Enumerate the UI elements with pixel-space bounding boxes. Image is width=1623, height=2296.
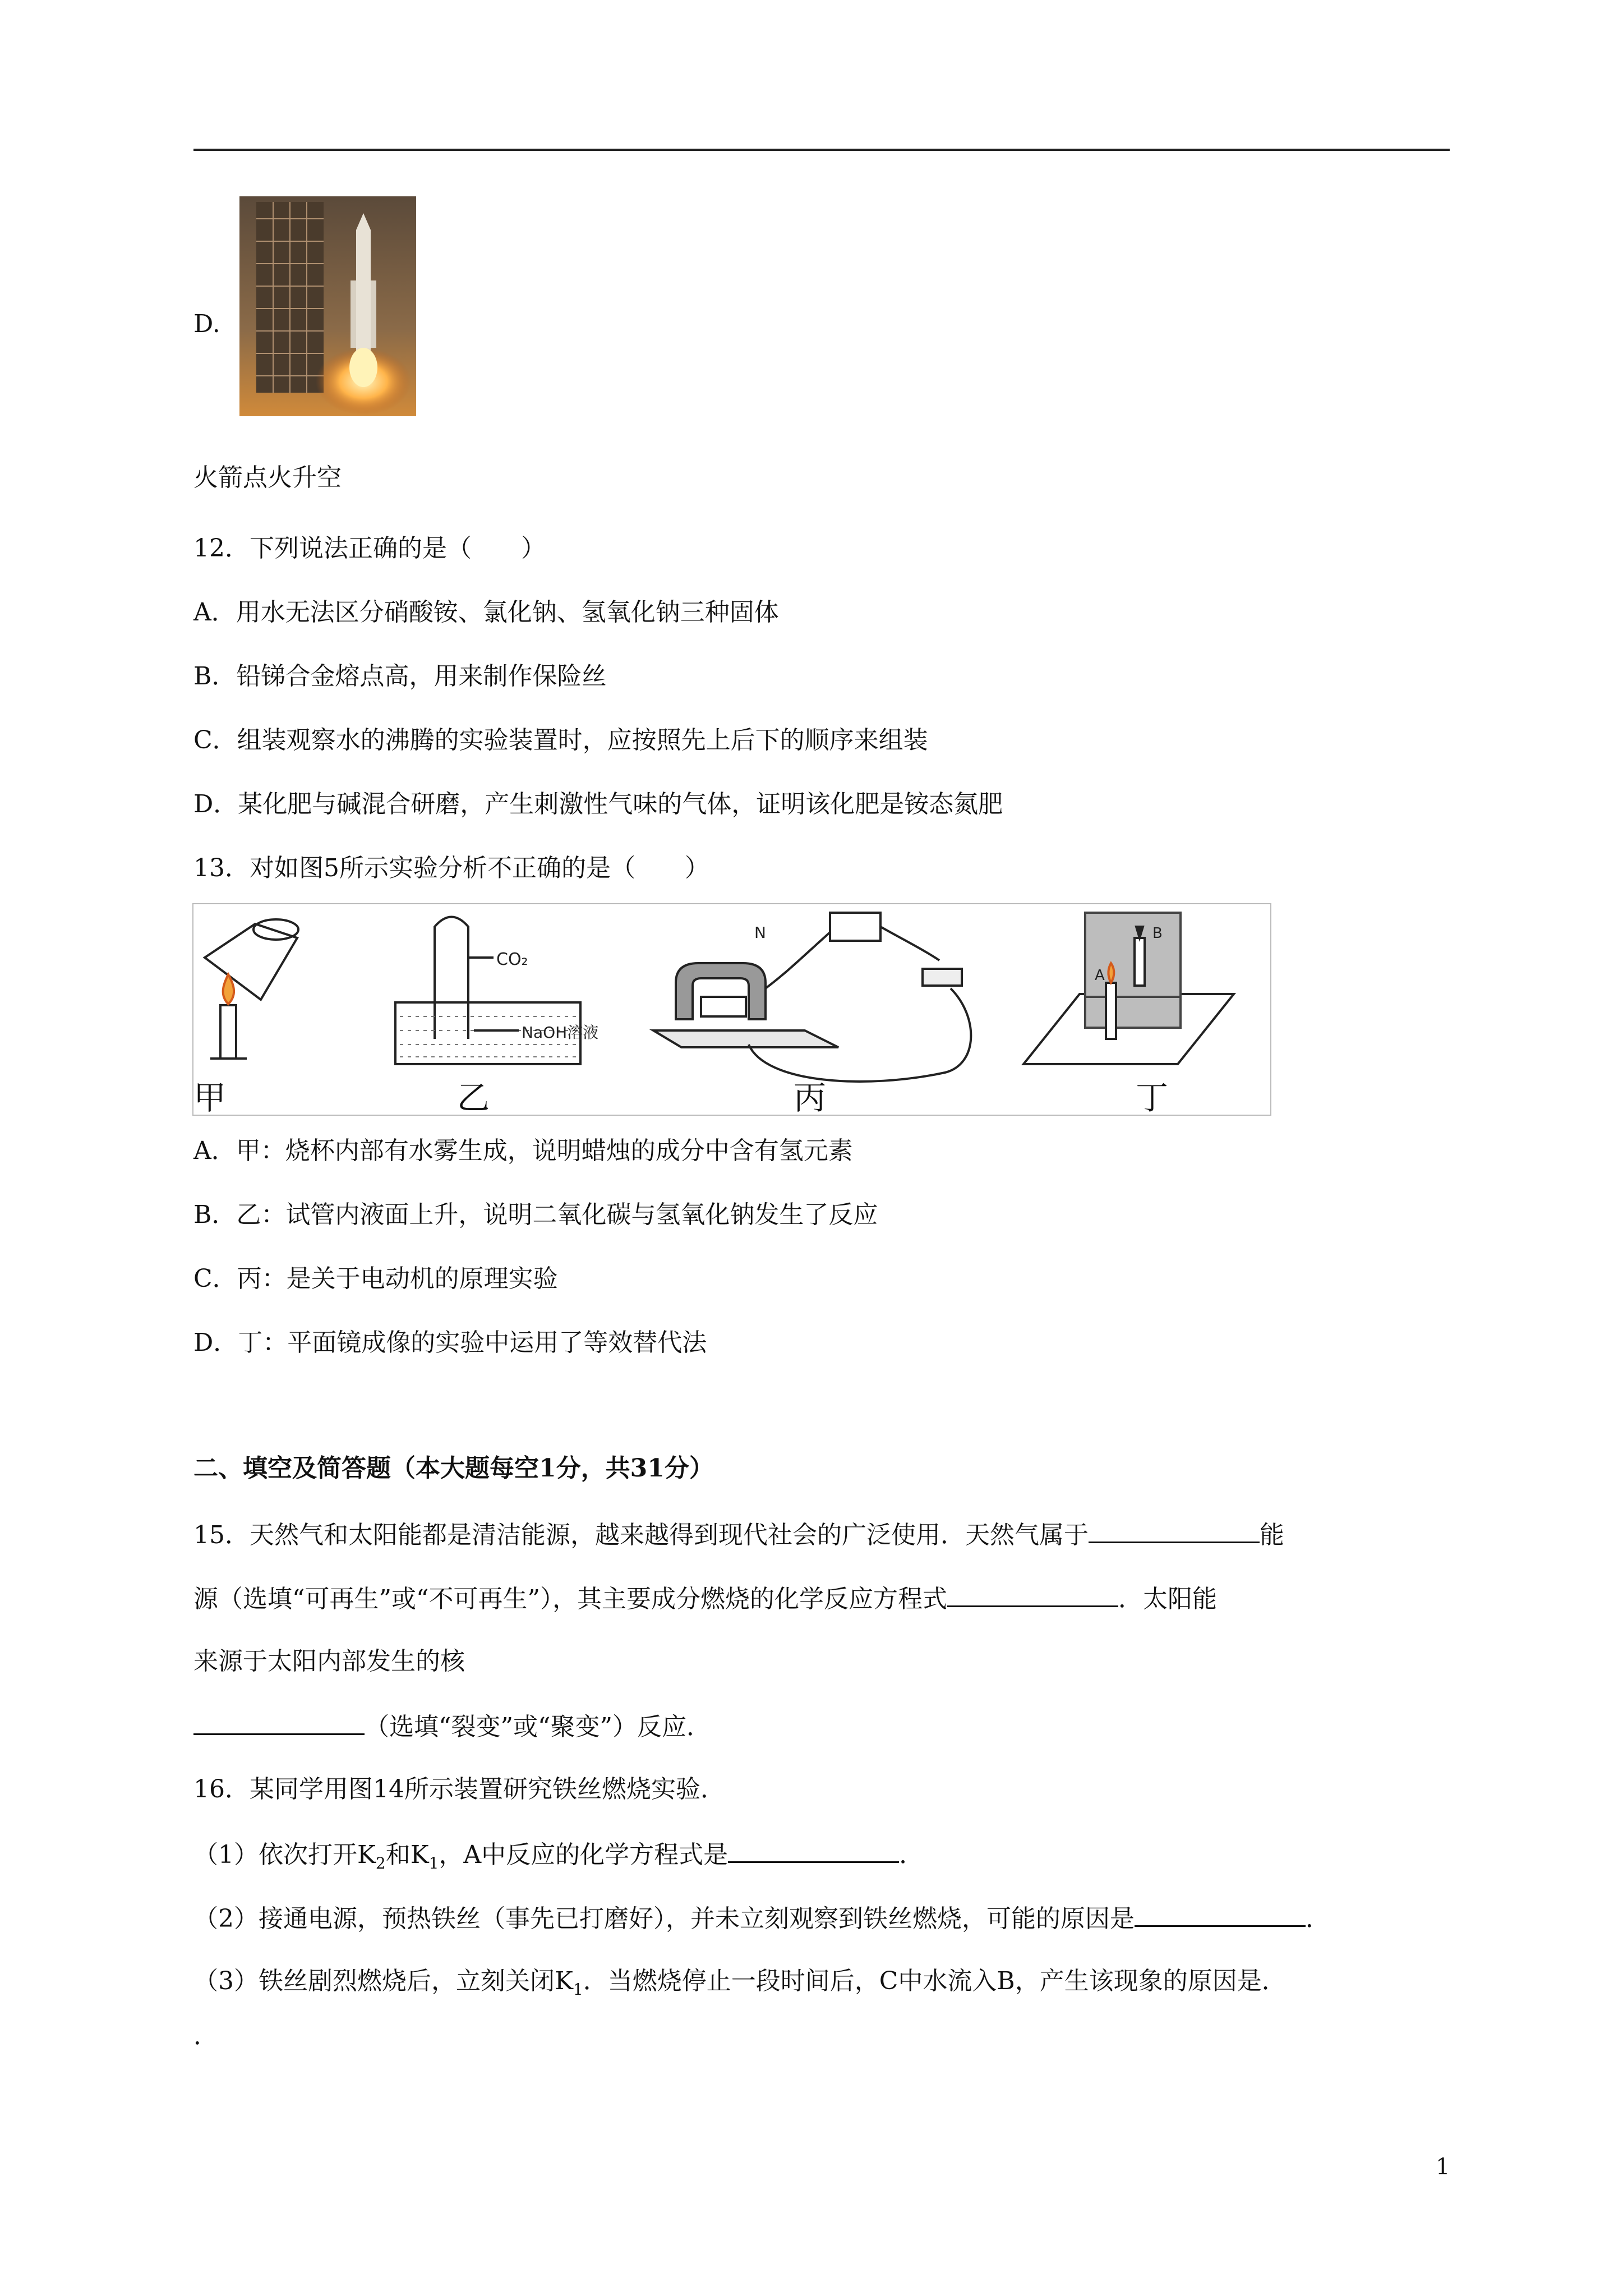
q15-line1: [193, 1517, 1284, 1552]
q15-line1-text: 15．天然气和太阳能都是清洁能源，越来越得到现代社会的广泛使用．天然气属于: [193, 1521, 1089, 1549]
label-yi: 乙: [457, 1079, 490, 1115]
page-number: 1: [1436, 2154, 1450, 2180]
q13-option-c: C．丙：是关于电动机的原理实验: [193, 1264, 558, 1293]
header-rule: [193, 149, 1450, 151]
q13-option-a: A．甲：烧杯内部有水雾生成，说明蜡烛的成分中含有氢元素: [193, 1137, 853, 1165]
q16-p1-text: （1）依次打开K: [193, 1841, 376, 1869]
q13-figure: [192, 903, 1271, 1116]
q16-p1-post: ，A中反应的化学方程式是: [439, 1841, 728, 1869]
k1-subscript: 1: [428, 1853, 439, 1872]
q15-line3: 来源于太阳内部发生的核: [193, 1647, 465, 1676]
naoh-label: NaOH溶液: [522, 1023, 599, 1042]
label-jia: 甲: [193, 1079, 227, 1115]
q16-p3-post: ．当燃烧停止一段时间后，C中水流入B，产生该现象的原因是: [583, 1967, 1262, 1995]
q16-p2-text: （2）接通电源，预热铁丝（事先已打磨好），并未立刻观察到铁丝燃烧，可能的原因是: [193, 1904, 1135, 1933]
label-ding: 丁: [1136, 1079, 1169, 1115]
figure-jia: [205, 919, 298, 1059]
q16-part1: [193, 1837, 924, 1880]
q16-part2: [193, 1901, 1330, 1936]
q15-line4-text: （选填“裂变”或“聚变”）反应．: [365, 1713, 711, 1741]
q15-blank-2[interactable]: [947, 1581, 1118, 1607]
q16-p3-text: （3）铁丝剧烈燃烧后，立刻关闭K: [193, 1967, 573, 1995]
figure-yi: [395, 917, 580, 1065]
q12-stem: 12．下列说法正确的是（ ）: [193, 534, 546, 563]
q13-stem: 13．对如图5所示实验分析不正确的是（ ）: [193, 854, 709, 882]
q15-line4: [193, 1709, 711, 1744]
q16-p1-mid: 和K: [385, 1841, 429, 1869]
q12-option-b: B．铅锑合金熔点高，用来制作保险丝: [193, 662, 607, 691]
q16-stem: 16．某同学用图14所示装置研究铁丝燃烧实验．: [193, 1775, 725, 1803]
q15-blank-3[interactable]: [193, 1709, 365, 1735]
q16-blank-1[interactable]: [728, 1837, 899, 1863]
q16-part3-continuation: ．: [193, 2022, 218, 2050]
q15-line2-end: ．太阳能: [1118, 1585, 1217, 1613]
q16-part3: [193, 1964, 1287, 2007]
section2-heading: 二、填空及简答题（本大题每空1分，共31分）: [193, 1454, 714, 1483]
candle-b-label: B: [1152, 925, 1163, 942]
co2-label: CO₂: [496, 950, 528, 969]
q13-option-d: D．丁：平面镜成像的实验中运用了等效替代法: [193, 1328, 707, 1357]
n-pole-label: N: [754, 923, 766, 942]
q12-option-a: A．用水无法区分硝酸铵、氯化钠、氢氧化钠三种固体: [193, 598, 779, 627]
q11-option-d-caption: 火箭点火升空: [193, 463, 342, 492]
q16-p3-end: ．: [1261, 1967, 1287, 1995]
q15-line2: [193, 1581, 1217, 1616]
q12-option-c: C．组装观察水的沸腾的实验装置时，应按照先上后下的顺序来组装: [193, 726, 928, 754]
figure-bing: [653, 913, 971, 1082]
q16-p2-end: ．: [1306, 1904, 1330, 1933]
k1-subscript-2: 1: [573, 1980, 583, 1999]
q15-line2-text: 源（选填“可再生”或“不可再生”），其主要成分燃烧的化学反应方程式: [193, 1585, 947, 1613]
rocket-launch-image: [239, 196, 416, 416]
q16-p1-end: ．: [899, 1841, 924, 1869]
q15-blank-1[interactable]: [1089, 1517, 1260, 1543]
q11-option-d-label: D.: [193, 310, 220, 338]
q12-option-d: D．某化肥与碱混合研磨，产生刺激性气味的气体，证明该化肥是铵态氮肥: [193, 790, 1003, 818]
label-bing: 丙: [794, 1079, 827, 1115]
figure-ding: [1023, 913, 1234, 1064]
candle-a-label: A: [1095, 967, 1105, 984]
q13-option-b: B．乙：试管内液面上升，说明二氧化碳与氢氧化钠发生了反应: [193, 1200, 878, 1229]
q15-line1-end: 能: [1260, 1521, 1284, 1549]
q16-blank-2[interactable]: [1135, 1901, 1306, 1927]
k2-subscript: 2: [375, 1853, 386, 1872]
